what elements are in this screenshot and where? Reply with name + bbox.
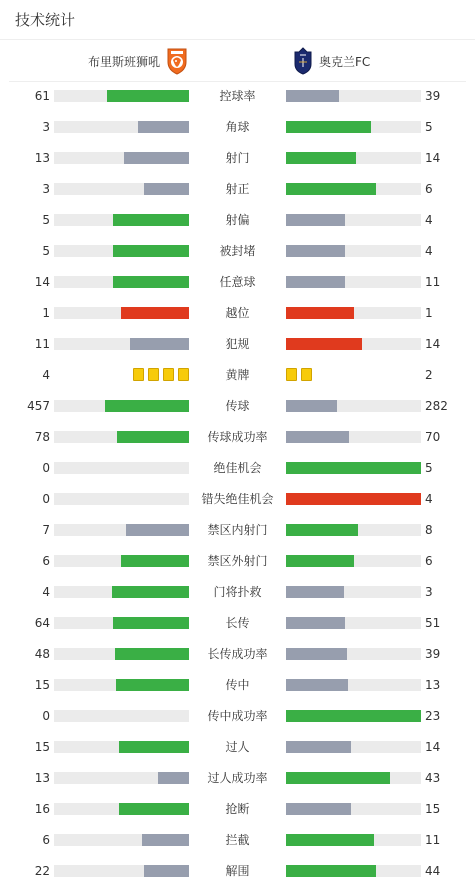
home-stat-bar-fill [119, 803, 189, 815]
stat-row [0, 236, 475, 267]
stat-row [0, 329, 475, 360]
away-stat-bar-fill [286, 524, 358, 536]
home-stat-bar [54, 555, 189, 567]
home-stat-value: 4 [42, 368, 50, 382]
away-stat-bar-fill [286, 152, 356, 164]
stat-row [0, 112, 475, 143]
home-stat-bar [54, 834, 189, 846]
stat-label: 传中 [225, 678, 250, 692]
away-stat-value: 43 [425, 771, 441, 785]
yellow-card-icon [163, 368, 174, 381]
home-stat-value: 7 [42, 523, 50, 537]
stat-label: 射门 [225, 151, 250, 165]
home-stat-bar-fill [113, 276, 189, 288]
home-stat-bar [54, 741, 189, 753]
stat-row [0, 732, 475, 763]
away-stat-bar [286, 431, 421, 443]
home-stat-value: 15 [34, 678, 50, 692]
home-stat-bar-fill [138, 121, 189, 133]
away-stat-bar-fill [286, 555, 354, 567]
away-stat-bar-fill [286, 400, 337, 412]
home-team[interactable] [88, 47, 188, 75]
away-stat-bar-fill [286, 803, 351, 815]
home-stat-bar [54, 865, 189, 877]
stat-label: 射正 [225, 182, 250, 196]
away-stat-bar [286, 803, 421, 815]
page-title: 技术统计 [15, 11, 76, 29]
away-stat-bar-fill [286, 121, 371, 133]
home-yellow-cards [133, 368, 189, 381]
stat-label: 过人成功率 [207, 771, 268, 785]
away-stat-bar-fill [286, 865, 376, 877]
away-team-name: 奥克兰FC [319, 54, 371, 69]
away-stat-bar [286, 307, 421, 319]
home-stat-bar [54, 245, 189, 257]
away-stat-bar-fill [286, 493, 421, 505]
home-stat-bar [54, 183, 189, 195]
home-stat-value: 0 [42, 461, 50, 475]
away-stat-value: 6 [425, 554, 433, 568]
home-stat-bar-fill [113, 245, 189, 257]
stat-row [0, 453, 475, 484]
home-stat-bar-fill [112, 586, 189, 598]
home-stat-bar-fill [130, 338, 189, 350]
stat-row [0, 422, 475, 453]
away-stat-bar-fill [286, 183, 376, 195]
home-stat-value: 6 [42, 554, 50, 568]
home-stat-value: 4 [42, 585, 50, 599]
away-stat-value: 11 [425, 833, 441, 847]
home-stat-value: 61 [34, 89, 50, 103]
home-stat-value: 11 [34, 337, 50, 351]
away-stat-bar [286, 834, 421, 846]
away-stat-value: 39 [425, 89, 441, 103]
home-stat-bar-fill [142, 834, 189, 846]
home-stat-bar [54, 524, 189, 536]
away-stat-value: 5 [425, 120, 433, 134]
home-stat-bar [54, 710, 189, 722]
home-stat-bar [54, 803, 189, 815]
away-stat-bar [286, 710, 421, 722]
away-stat-bar-fill [286, 617, 345, 629]
away-stat-value: 8 [425, 523, 433, 537]
home-stat-value: 0 [42, 492, 50, 506]
away-stat-value: 14 [425, 740, 441, 754]
away-stat-bar-fill [286, 772, 390, 784]
away-stat-bar [286, 493, 421, 505]
stat-row [0, 484, 475, 515]
stat-label: 错失绝佳机会 [201, 492, 274, 506]
home-stat-bar-fill [144, 865, 189, 877]
yellow-card-icon [133, 368, 144, 381]
away-stat-value: 15 [425, 802, 441, 816]
away-stat-value: 39 [425, 647, 441, 661]
away-stat-bar [286, 586, 421, 598]
away-stat-bar [286, 648, 421, 660]
home-team-name: 布里斯班狮吼 [87, 54, 160, 69]
home-stat-value: 15 [34, 740, 50, 754]
away-stat-bar [286, 183, 421, 195]
home-stat-value: 14 [34, 275, 50, 289]
stat-row [0, 81, 475, 112]
home-stat-bar [54, 772, 189, 784]
home-stat-value: 3 [42, 120, 50, 134]
home-stat-value: 0 [42, 709, 50, 723]
stat-row [0, 515, 475, 546]
away-stat-bar [286, 152, 421, 164]
away-stat-bar [286, 90, 421, 102]
home-stat-bar [54, 214, 189, 226]
away-stat-value: 1 [425, 306, 433, 320]
stat-row [0, 391, 475, 422]
away-stat-bar-fill [286, 679, 348, 691]
stat-row [0, 639, 475, 670]
home-stat-bar-fill [121, 555, 189, 567]
stat-row [0, 174, 475, 205]
stat-label: 禁区内射门 [207, 523, 268, 537]
home-stat-bar [54, 493, 189, 505]
yellow-card-icon [286, 368, 297, 381]
away-stat-bar [286, 617, 421, 629]
stat-label: 过人 [225, 740, 250, 754]
home-stat-value: 13 [34, 151, 50, 165]
away-stat-value: 5 [425, 461, 433, 475]
stat-label: 射偏 [225, 213, 250, 227]
home-stat-value: 6 [42, 833, 50, 847]
away-stat-bar [286, 121, 421, 133]
stat-row [0, 701, 475, 732]
home-stat-value: 1 [42, 306, 50, 320]
stat-label: 传球成功率 [207, 430, 268, 444]
away-stat-value: 70 [425, 430, 441, 444]
away-stat-bar [286, 741, 421, 753]
away-stat-bar [286, 400, 421, 412]
stat-row [0, 577, 475, 608]
home-stat-bar [54, 121, 189, 133]
away-stat-bar [286, 338, 421, 350]
stat-row [0, 763, 475, 794]
away-stat-bar [286, 245, 421, 257]
stat-label: 被封堵 [219, 244, 256, 258]
away-stat-bar-fill [286, 90, 339, 102]
home-stat-value: 78 [34, 430, 50, 444]
home-stat-value: 13 [34, 771, 50, 785]
stat-label: 传球 [225, 399, 250, 413]
stats-header [0, 0, 475, 40]
home-stat-bar-fill [124, 152, 189, 164]
stat-label: 任意球 [219, 275, 256, 289]
stat-label: 传中成功率 [207, 709, 268, 723]
stat-row [0, 608, 475, 639]
home-stat-bar [54, 400, 189, 412]
stat-row [0, 205, 475, 236]
auckland-fc-crest-icon [292, 47, 314, 75]
home-stat-bar [54, 431, 189, 443]
stat-row [0, 856, 475, 887]
home-stat-value: 3 [42, 182, 50, 196]
away-stat-bar-fill [286, 710, 421, 722]
home-stat-bar [54, 90, 189, 102]
home-stat-value: 5 [42, 213, 50, 227]
away-team[interactable] [292, 47, 370, 75]
home-stat-bar [54, 679, 189, 691]
home-stat-bar [54, 617, 189, 629]
stat-label: 控球率 [219, 89, 256, 103]
home-stat-bar-fill [117, 431, 189, 443]
home-stat-value: 5 [42, 244, 50, 258]
away-stat-bar [286, 679, 421, 691]
away-stat-value: 4 [425, 244, 433, 258]
stat-row [0, 267, 475, 298]
home-stat-bar-fill [107, 90, 189, 102]
stat-label: 解围 [225, 864, 250, 878]
home-stat-bar [54, 586, 189, 598]
away-stat-bar-fill [286, 648, 347, 660]
stat-row [0, 143, 475, 174]
away-stat-value: 51 [425, 616, 441, 630]
away-stat-bar-fill [286, 338, 362, 350]
stat-row [0, 298, 475, 329]
home-stat-bar [54, 648, 189, 660]
home-stat-bar [54, 462, 189, 474]
away-stat-value: 13 [425, 678, 441, 692]
away-stat-value: 282 [425, 399, 448, 413]
away-stat-bar-fill [286, 462, 421, 474]
home-stat-bar-fill [119, 741, 189, 753]
stat-label: 拦截 [225, 833, 250, 847]
home-stat-bar-fill [113, 617, 189, 629]
away-stat-bar-fill [286, 586, 344, 598]
away-stat-value: 14 [425, 151, 441, 165]
teams-bar [9, 40, 466, 82]
away-stat-bar [286, 772, 421, 784]
home-stat-bar-fill [158, 772, 189, 784]
stat-label: 禁区外射门 [207, 554, 268, 568]
away-stat-bar-fill [286, 431, 349, 443]
stat-label: 越位 [225, 306, 250, 320]
away-yellow-cards [286, 368, 312, 381]
away-stat-value: 11 [425, 275, 441, 289]
stat-label: 长传 [225, 616, 250, 630]
away-stat-bar-fill [286, 307, 354, 319]
stat-row [0, 360, 475, 391]
away-stat-value: 2 [425, 368, 433, 382]
yellow-card-icon [301, 368, 312, 381]
stat-label: 犯规 [225, 337, 250, 351]
away-stat-bar [286, 555, 421, 567]
away-stat-value: 4 [425, 213, 433, 227]
away-stat-bar-fill [286, 214, 345, 226]
stat-label: 黄牌 [225, 368, 250, 382]
home-stat-bar-fill [105, 400, 189, 412]
away-stat-bar [286, 865, 421, 877]
away-stat-value: 3 [425, 585, 433, 599]
home-stat-value: 16 [34, 802, 50, 816]
away-stat-bar-fill [286, 276, 345, 288]
away-stat-bar [286, 462, 421, 474]
stat-label: 抢断 [225, 802, 250, 816]
home-stat-bar-fill [126, 524, 189, 536]
home-stat-value: 22 [34, 864, 50, 878]
yellow-card-icon [178, 368, 189, 381]
stat-row [0, 794, 475, 825]
home-stat-bar [54, 152, 189, 164]
home-stat-bar [54, 276, 189, 288]
away-stat-bar [286, 214, 421, 226]
stat-label: 长传成功率 [207, 647, 268, 661]
home-stat-bar-fill [121, 307, 189, 319]
away-stat-value: 6 [425, 182, 433, 196]
away-stat-value: 4 [425, 492, 433, 506]
brisbane-roar-crest-icon [166, 47, 188, 75]
home-stat-bar-fill [144, 183, 189, 195]
away-stat-value: 14 [425, 337, 441, 351]
stat-label: 门将扑救 [213, 585, 262, 599]
stat-label: 绝佳机会 [213, 461, 262, 475]
stat-row [0, 546, 475, 577]
away-stat-value: 44 [425, 864, 441, 878]
home-stat-bar-fill [115, 648, 189, 660]
away-stat-bar-fill [286, 834, 374, 846]
home-stat-bar-fill [113, 214, 189, 226]
home-stat-value: 48 [34, 647, 50, 661]
away-stat-bar-fill [286, 741, 351, 753]
home-stat-bar-fill [116, 679, 189, 691]
away-stat-bar [286, 524, 421, 536]
away-stat-value: 23 [425, 709, 441, 723]
stat-row [0, 670, 475, 701]
home-stat-value: 64 [34, 616, 50, 630]
stat-label: 角球 [225, 120, 250, 134]
away-stat-bar-fill [286, 245, 345, 257]
home-stat-bar [54, 307, 189, 319]
stat-row [0, 825, 475, 856]
home-stat-value: 457 [27, 399, 50, 413]
home-stat-bar [54, 338, 189, 350]
yellow-card-icon [148, 368, 159, 381]
away-stat-bar [286, 276, 421, 288]
